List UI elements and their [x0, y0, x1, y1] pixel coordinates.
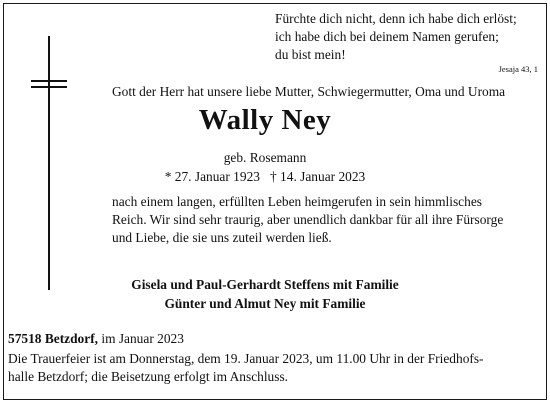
verse-reference: Jesaja 43, 1 [498, 64, 538, 74]
body-line: nach einem langen, erfüllten Leben heimgerufen in sein himmlisches [112, 194, 482, 209]
cross-icon [48, 36, 50, 290]
cross-bar-lower [31, 86, 67, 88]
death-date: † 14. Januar 2023 [270, 169, 366, 184]
place-month: im Januar 2023 [98, 331, 184, 346]
verse-line: ich habe dich bei deinem Namen gerufen; [275, 29, 499, 44]
body-line: Reich. Wir sind sehr traurig, aber unendlich dankbar für all ihre Fürsorge [112, 212, 504, 228]
deceased-name: Wally Ney [198, 104, 332, 136]
place-town: 57518 Betzdorf, [8, 331, 98, 346]
maiden-name: geb. Rosemann [223, 150, 307, 165]
birth-date: * 27. Januar 1923 [164, 169, 260, 184]
body-line: und Liebe, die sie uns zuteil werden ließ. [112, 230, 332, 246]
cross-bar-upper [31, 80, 67, 82]
bible-verse [275, 10, 545, 64]
place-date [8, 331, 184, 347]
verse-line: du bist mein! [275, 47, 346, 62]
funeral-line: halle Betzdorf; die Beisetzung erfolgt im Anschluss. [8, 369, 289, 385]
funeral-info [8, 350, 543, 386]
mourner-line: Gisela und Paul-Gerhardt Steffens mit Familie [131, 277, 399, 292]
life-dates [112, 169, 418, 185]
funeral-line: Die Trauerfeier ist am Donnerstag, dem 19. Januar 2023, um 11.00 Uhr in der Friedhofs- [8, 351, 484, 366]
intro-text: Gott der Herr hat unsere liebe Mutter, Schwiegermutter, Oma und Uroma [112, 84, 506, 99]
mourners [112, 276, 418, 313]
obituary-body [112, 193, 532, 248]
verse-line: Fürchte dich nicht, denn ich habe dich erlöst; [275, 11, 517, 26]
mourner-line: Günter und Almut Ney mit Familie [164, 295, 366, 311]
